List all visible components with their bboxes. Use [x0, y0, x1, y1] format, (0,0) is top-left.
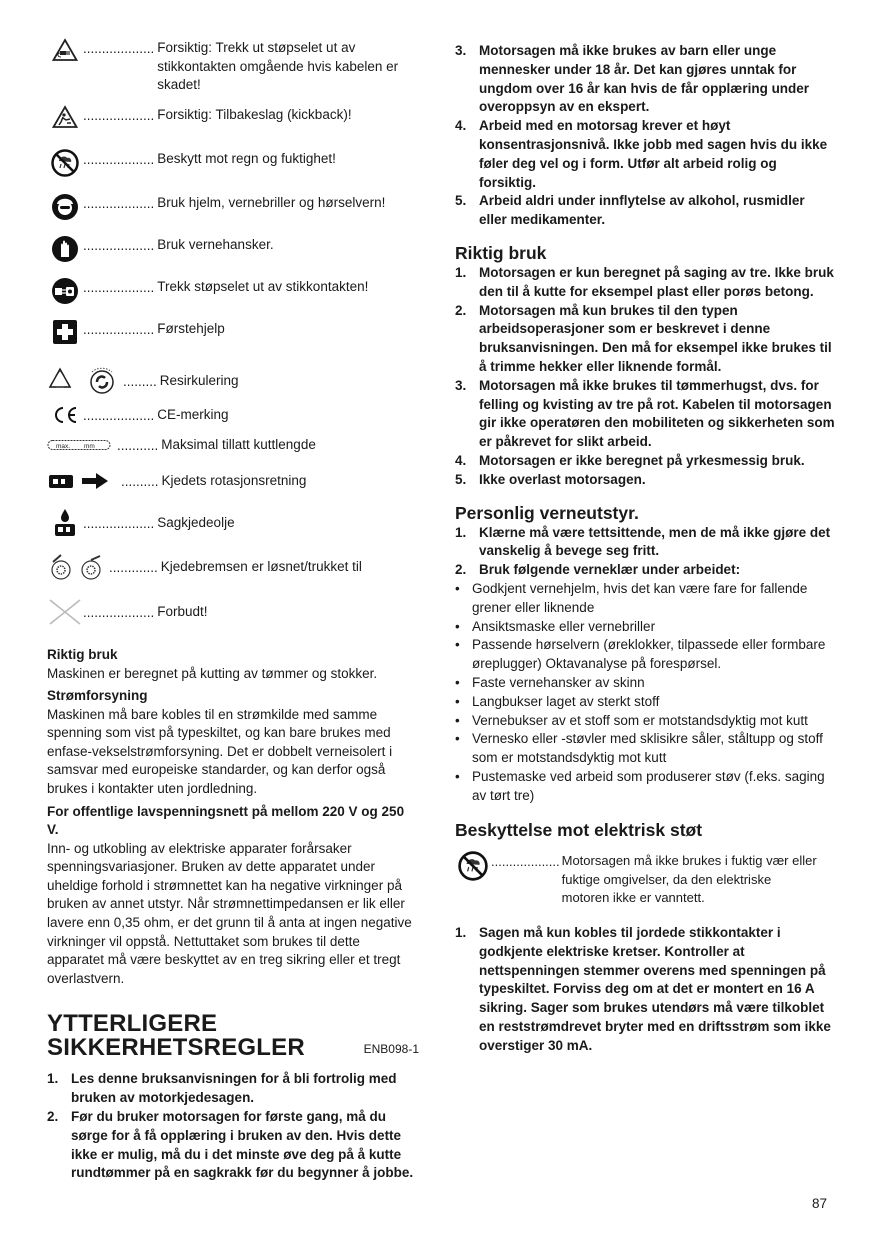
section-heading: For offentlige lavspenningsnett på mellom 220 V og 250 V.: [47, 803, 405, 838]
unplug-icon: [51, 277, 79, 305]
chain-brake-released-icon: [47, 552, 75, 582]
safety-rules-list-continued: [455, 42, 835, 230]
symbol-text: Beskytt mot regn og fuktighet!: [157, 151, 336, 166]
symbol-row: ................... Beskytt mot regn og fuktighet!: [47, 149, 419, 193]
section-heading: Strømforsyning: [47, 688, 148, 704]
symbol-text: Resirkulering: [159, 373, 239, 389]
ppe-list: [455, 524, 835, 580]
list-item: 5. Ikke overlast motorsagen.: [455, 471, 646, 487]
safety-rules-list: [47, 1070, 419, 1183]
page-number: 87: [811, 1196, 827, 1211]
list-item: • Ansiktsmaske eller vernebriller: [455, 618, 835, 637]
chain-oil-icon: [52, 508, 78, 538]
list-item: • Langbukser laget av sterkt stoff: [455, 693, 835, 712]
warning-kickback-icon: [52, 105, 78, 129]
list-item: • Pustemaske ved arbeid som produserer støv (f.eks. saging av tørt tre): [455, 768, 835, 806]
symbol-row: ................... CE-merking: [47, 400, 419, 430]
rotation-arrow-icon: [81, 472, 109, 490]
symbol-text: Kjedebremsen er løsnet/trukket til: [160, 559, 362, 575]
list-item: • Passende hørselvern (øreklokker, tilpassede eller formbare øreplugger) Oktavanalyse på forespørsel.: [455, 636, 835, 674]
symbol-row: ............. Kjedebremsen er løsnet/trukket til: [47, 544, 419, 590]
symbol-row: ................... Førstehjelp: [47, 319, 419, 362]
svg-text:max.: max.: [56, 443, 71, 450]
list-item: • Faste vernehansker av skinn: [455, 674, 835, 693]
symbol-row: ................... Forsiktig: Tilbakeslag (kickback)!: [47, 105, 419, 149]
list-item: 4. Motorsagen er ikke beregnet på yrkesmessig bruk.: [455, 452, 805, 468]
list-item: • Godkjent vernehjelm, hvis det kan være fare for fallende grener eller liknende: [455, 580, 835, 618]
list-item: 1. Motorsagen er kun beregnet på saging av tre. Ikke bruk den til å kutte for eksempel plast eller porøs betong.: [455, 264, 834, 299]
symbol-text: Forsiktig: Trekk ut støpselet ut av stikkontakten omgående hvis kabelen er skadet!: [157, 40, 399, 92]
symbol-text: Førstehjelp: [157, 321, 225, 336]
ce-mark-icon: [51, 405, 79, 425]
symbol-row: .......... Kjedets rotasjonsretning: [47, 460, 419, 502]
paragraph: Inn- og utkobling av elektriske apparater forårsaker spenningsvariasjoner. Bruken av dette apparatet under uheldige forhold i strømnettet kan ha negative virkninger på bruken av annet utstyr. Når strømnettimpedansen er lik eller lavere enn 0,35 ohm, er det grunn til å anta at ingen negative virkninger vil oppstå. Nettuttaket som brukes til dette apparatet må være beskyttet av en treg sikring eller et tregt overlastvern.: [47, 840, 412, 986]
symbol-row: ................... Trekk støpselet ut av stikkontakten!: [47, 277, 419, 319]
symbol-text: Forsiktig: Tilbakeslag (kickback)!: [157, 107, 352, 122]
symbol-text: Forbudt!: [157, 604, 208, 620]
max-cut-length-icon: [47, 439, 111, 451]
first-aid-icon: [52, 319, 78, 345]
gloves-icon: [51, 235, 79, 263]
paragraph: Maskinen er beregnet på kutting av tømmer og stokker.: [47, 665, 378, 681]
list-item: 1. Klærne må være tettsittende, men de må ikke gjøre det vanskelig å bevege seg fritt.: [455, 524, 831, 559]
symbol-row: ......... Resirkulering: [47, 362, 419, 400]
list-item: 2. Bruk følgende verneklær under arbeidet:: [455, 562, 741, 578]
list-item: 3. Motorsagen må ikke brukes til tømmerhugst, dvs. for felling og kvisting av tre på rot. Kabelen til motorsagen gir ikke operatøren den mobiliteten og sikkerheten som er påkrevet for slikt arbeid.: [455, 377, 835, 450]
document-code: ENB098-1: [363, 1042, 419, 1057]
section-heading: Personlig verneutstyr.: [455, 502, 639, 523]
symbol-text: Bruk hjelm, vernebriller og hørselvern!: [157, 195, 386, 210]
list-item: 1. Les denne bruksanvisningen for å bli fortrolig med bruken av motorkjedesagen.: [47, 1071, 397, 1106]
electric-list: [455, 924, 835, 1056]
symbol-text: Motorsagen må ikke brukes i fuktig vær eller fuktige omgivelser, da den elektriske motoren ikke er vanntett.: [561, 853, 817, 906]
no-rain-icon: [458, 851, 488, 881]
list-item: 2. Før du bruker motorsagen for første gang, må du sørge for å få opplæring i bruken av den. Hvis dette ikke er mulig, må du i det minste øve deg på å kutte rundtømmer på en sagkrakk før du begynner å jobbe.: [47, 1108, 414, 1181]
symbol-text: Maksimal tillatt kuttlengde: [161, 437, 316, 453]
left-column: [47, 38, 419, 1183]
paragraph: Maskinen må bare kobles til en strømkilde med samme spenning som vist på typeskiltet, og kan bare brukes med enfase-vekselstrømforsyning. Det er dobbelt verneisolert i samsvar med europeiske standarder, og kan derfor også brukes i kontakter uten jordledning.: [47, 706, 393, 796]
chain-brake-engaged-icon: [77, 552, 105, 582]
no-rain-icon: [51, 149, 79, 177]
intro-section: [47, 646, 419, 988]
symbol-row: ................... Bruk vernehansker.: [47, 235, 419, 277]
list-item: 5. Arbeid aldri under innflytelse av alkohol, rusmidler eller medikamenter.: [455, 193, 805, 228]
symbol-text: CE-merking: [157, 407, 229, 423]
green-dot-recycling-icon: [87, 366, 117, 396]
list-item: • Vernesko eller -støvler med sklisikre såler, ståltupp og stoff som er motstandsdyktig mot kutt: [455, 730, 835, 768]
ppe-bullets: [455, 580, 835, 806]
symbol-row: ................... Forbudt!: [47, 590, 419, 634]
symbol-row: ................... Motorsagen må ikke brukes i fuktig vær eller fuktige omgivelser, da den elektriske motoren ikke er vanntett.: [455, 851, 835, 908]
proper-use-list: [455, 264, 835, 490]
symbol-text: Sagkjedeolje: [157, 515, 235, 531]
list-item: 2. Motorsagen må kun brukes til den typen arbeidsoperasjoner som er beskrevet i denne bruksanvisningen. Den må for eksempel ikke brukes til å trimme hekker eller liknende formål.: [455, 302, 832, 374]
list-item: 4. Arbeid med en motorsag krever et høyt konsentrasjonsnivå. Ikke jobb med sagen hvis du ikke føler deg vel og i form. Utfør alt arbeid rolig og forsiktig.: [455, 118, 828, 190]
helmet-goggles-earmuffs-icon: [51, 193, 79, 221]
list-item: 1. Sagen må kun kobles til jordede stikkontakter i godkjente elektriske kretser. Kontroller at nettspenningen stemmer overens med spenningen på typeskiltet. Forviss deg om at det er montert en 16 A sikring. Sager som brukes utendørs må være tilkoblet en reststrømdrevet bryter med en driftsstrøm som ikke overstiger 30 mA.: [455, 924, 831, 1053]
warning-plug-icon: [52, 38, 78, 62]
page-title: YTTERLIGERE: [47, 1010, 218, 1038]
chainsaw-icon: [47, 472, 75, 490]
symbol-legend: [47, 38, 419, 634]
recycling-icon: [47, 366, 73, 392]
list-item: 3. Motorsagen må ikke brukes av barn eller unge mennesker under 18 år. Det kan gjøres unntak for ungdom over 16 år kan hvis de får opplæring under overoppsyn av en ekspert.: [455, 43, 810, 115]
symbol-row: ................... Forsiktig: Trekk ut støpselet ut av stikkontakten omgående hvis kabelen er skadet!: [47, 38, 419, 87]
symbol-text: Bruk vernehansker.: [157, 237, 274, 252]
section-heading: Beskyttelse mot elektrisk støt: [455, 820, 703, 841]
symbol-text: Trekk støpselet ut av stikkontakten!: [157, 279, 369, 294]
symbol-text: Kjedets rotasjonsretning: [161, 473, 307, 489]
symbol-row: ................... Sagkjedeolje: [47, 502, 419, 544]
page-title: SIKKERHETSREGLER: [47, 1034, 305, 1062]
symbol-row: max. mm ........... Maksimal tillatt kuttlengde: [47, 430, 419, 460]
section-heading: Riktig bruk: [455, 242, 547, 263]
list-item: • Vernebukser av et stoff som er motstandsdyktig mot kutt: [455, 712, 835, 731]
section-heading: Riktig bruk: [47, 647, 118, 662]
safety-rules-title: [47, 1012, 419, 1060]
right-column: [455, 42, 835, 1056]
symbol-row: ................... Bruk hjelm, vernebriller og hørselvern!: [47, 193, 419, 235]
prohibited-icon: [48, 598, 82, 626]
svg-text:mm: mm: [84, 443, 95, 450]
